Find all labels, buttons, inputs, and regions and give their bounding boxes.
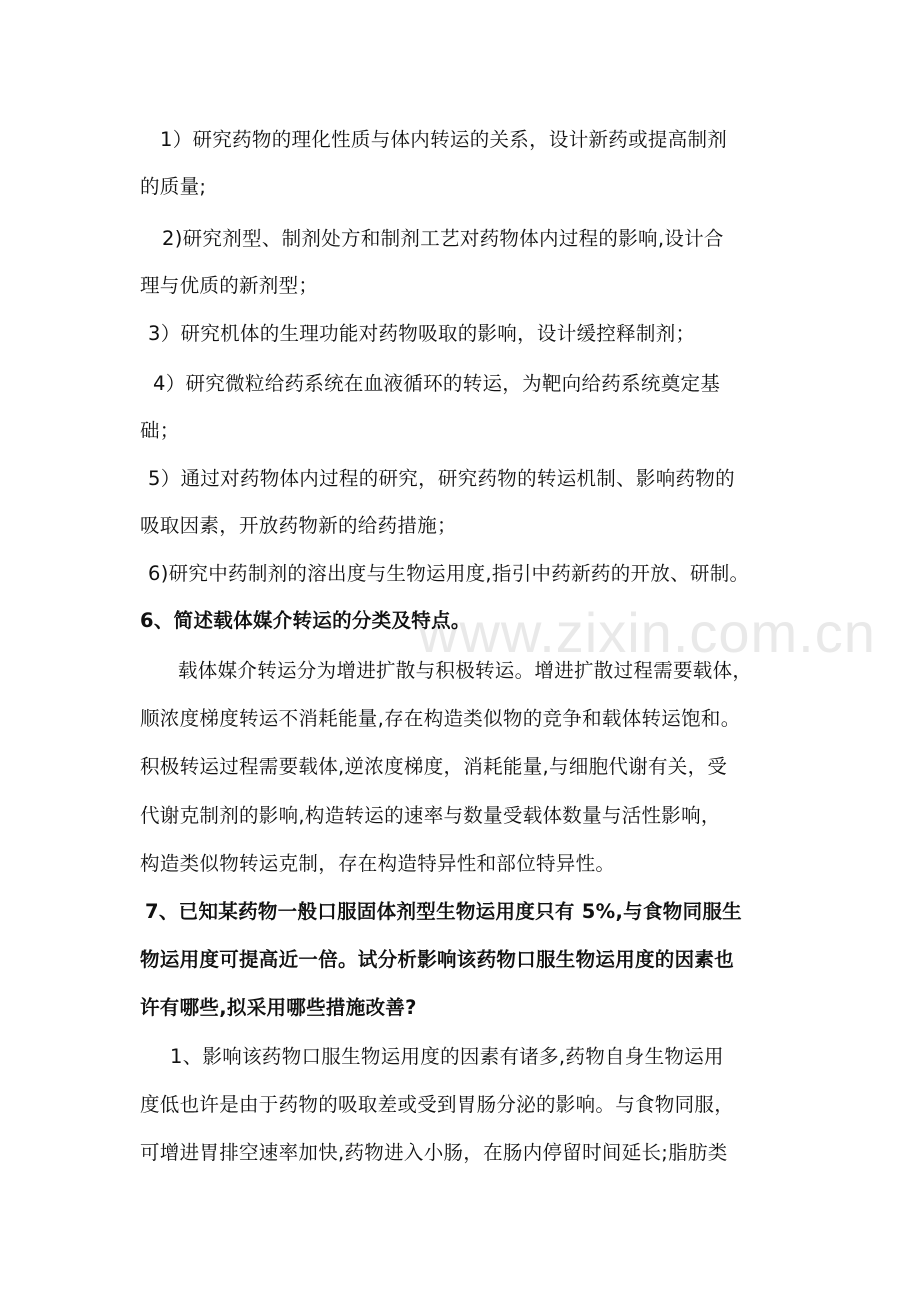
paragraph-line: 的质量; [140, 175, 207, 198]
section-heading: 许有哪些,拟采用哪些措施改善? [140, 996, 417, 1019]
paragraph-line: 吸取因素，开放药物新的给药措施； [140, 514, 457, 537]
paragraph-line: 载体媒介转运分为增进扩散与积极转运。增进扩散过程需要载体， [178, 659, 753, 682]
section-heading: 6、简述载体媒介转运的分类及特点。 [140, 609, 471, 632]
section-heading: 物运用度可提高近一倍。试分析影响该药物口服生物运用度的因素也 [140, 948, 735, 971]
section-heading: 7、已知某药物一般口服固体剂型生物运用度只有 5%,与食物同服生 [145, 900, 742, 923]
paragraph-line: 理与优质的新剂型； [140, 274, 319, 297]
paragraph-line: 4）研究微粒给药系统在血液循环的转运，为靶向给药系统奠定基 [153, 372, 721, 395]
paragraph-line: 1、影响该药物口服生物运用度的因素有诸多,药物自身生物运用 [170, 1045, 724, 1068]
paragraph-line: 积极转运过程需要载体,逆浓度梯度，消耗能量,与细胞代谢有关，受 [140, 755, 728, 778]
paragraph-line: 础； [140, 419, 180, 442]
paragraph-line: 顺浓度梯度转运不消耗能量,存在构造类似物的竞争和载体转运饱和。 [140, 707, 741, 730]
paragraph-line: 构造类似物转运克制，存在构造特异性和部位特异性。 [140, 852, 616, 875]
paragraph-line: 5）通过对药物体内过程的研究，研究药物的转运机制、影响药物的 [148, 467, 735, 490]
paragraph-line: 2)研究剂型、制剂处方和制剂工艺对药物体内过程的影响,设计合 [162, 227, 724, 250]
paragraph-line: 1）研究药物的理化性质与体内转运的关系，设计新药或提高制剂 [160, 128, 728, 151]
watermark: www.zixin.com.cn [418, 601, 876, 664]
paragraph-line: 3）研究机体的生理功能对药物吸取的影响，设计缓控释制剂； [148, 322, 696, 345]
paragraph-line: 可增进胃排空速率加快,药物进入小肠，在肠内停留时间延长;脂肪类 [140, 1141, 728, 1164]
paragraph-line: 度低也许是由于药物的吸取差或受到胃肠分泌的影响。与食物同服， [140, 1093, 735, 1116]
paragraph-line: 6)研究中药制剂的溶出度与生物运用度,指引中药新药的开放、研制。 [148, 562, 750, 585]
paragraph-line: 代谢克制剂的影响,构造转运的速率与数量受载体数量与活性影响， [140, 804, 721, 827]
